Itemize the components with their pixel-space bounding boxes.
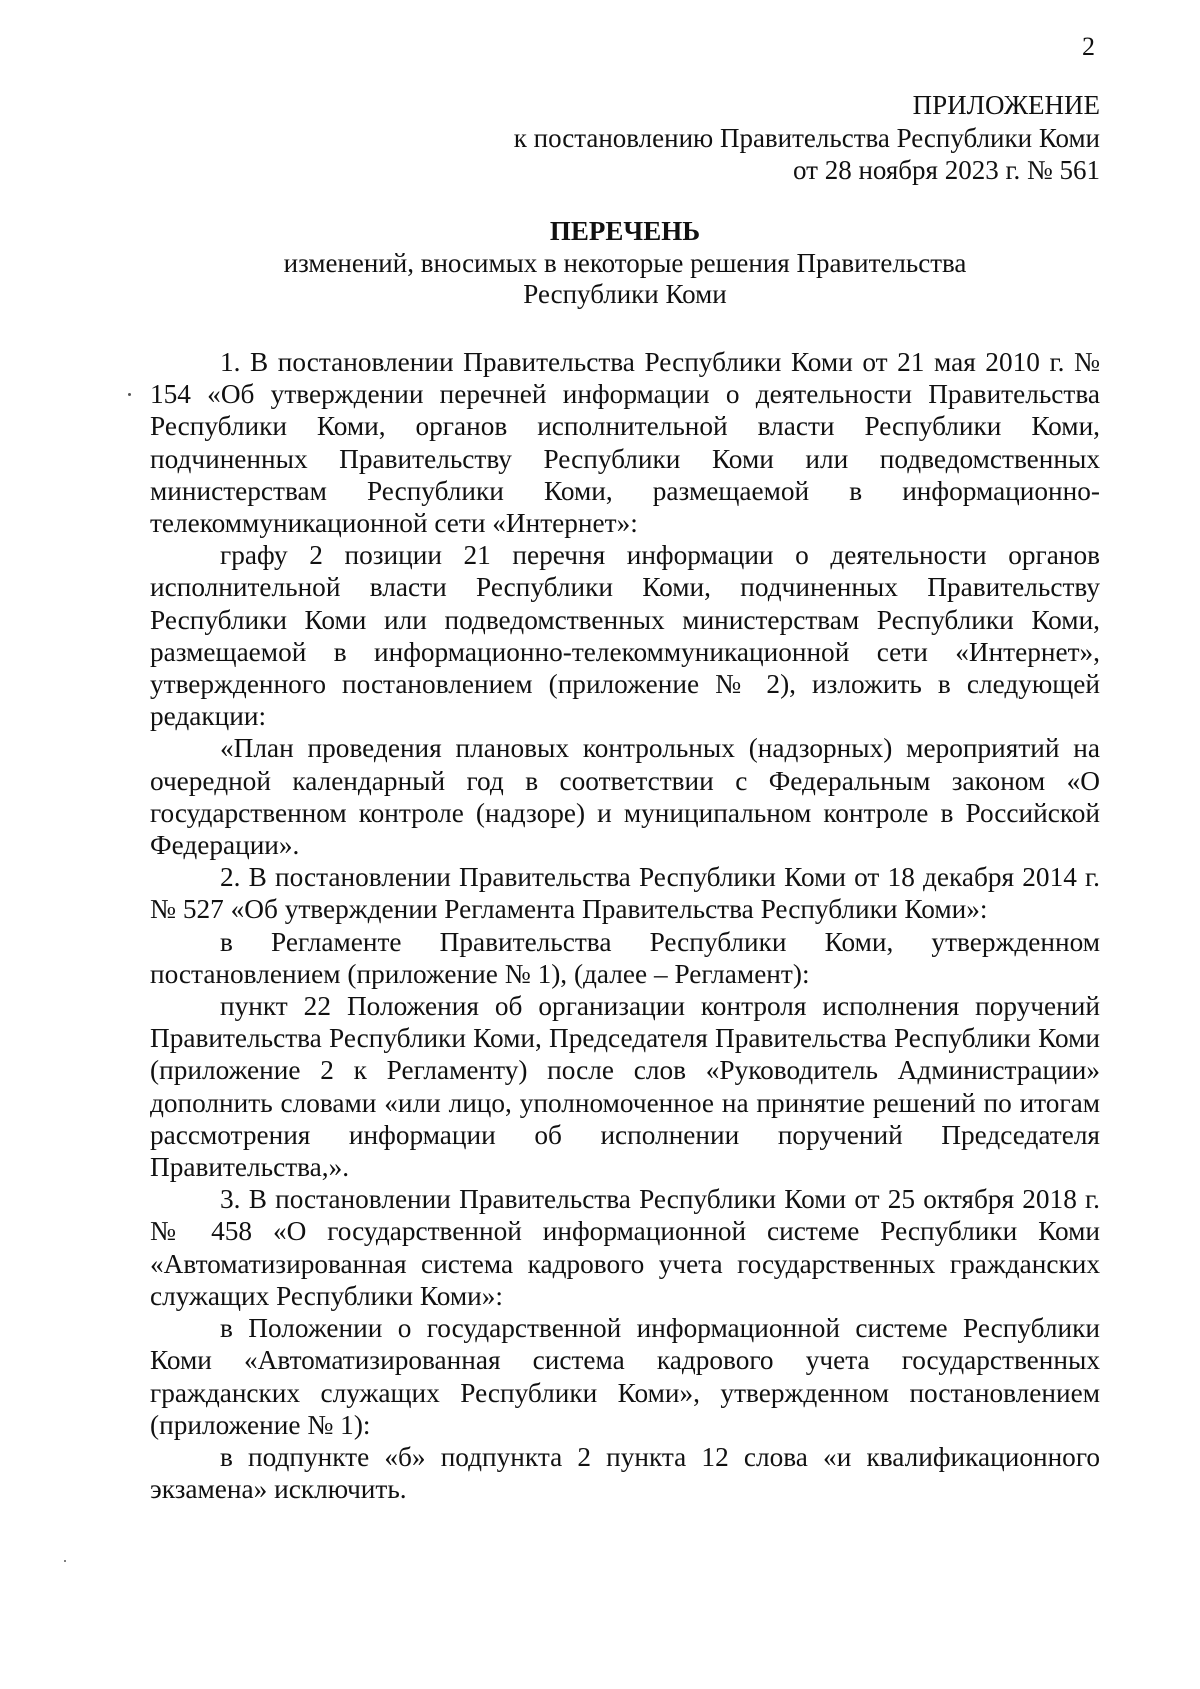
paragraph-2: графу 2 позиции 21 перечня информации о деятельности органов исполнительной власти Республики Коми, подчиненных Правительству Республики Коми или подведомственных министерствам Республики Коми, размещаемой в информационно-телекоммуникационной сети «Интернет», утвержденного постановлением (приложение № 2), изложить в следующей редакции: xyxy=(150,540,1100,732)
document-subtitle-line-2: Республики Коми xyxy=(523,279,727,309)
page-number: 2 xyxy=(1082,32,1095,61)
document-subtitle-line-1: изменений, вносимых в некоторые решения Правительства xyxy=(283,248,967,278)
scan-speck xyxy=(128,393,131,396)
scan-speck xyxy=(64,1560,66,1562)
document-body xyxy=(150,346,1100,1505)
paragraph-3: «План проведения плановых контрольных (надзорных) мероприятий на очередной календарный год в соответствии с Федеральным законом «О государственном контроле (надзоре) и муниципальном контроле в Российской Федерации». xyxy=(150,733,1100,861)
heading-block xyxy=(150,216,1100,310)
appendix-line-1: к постановлению Правительства Республики Коми xyxy=(513,122,1100,153)
paragraph-4: 2. В постановлении Правительства Республики Коми от 18 декабря 2014 г. № 527 «Об утверждении Регламента Правительства Республики Коми»: xyxy=(150,862,1100,925)
paragraph-8: в Положении о государственной информационной системе Республики Коми «Автоматизированная система кадрового учета государственных гражданских служащих Республики Коми», утвержденном постановлением (приложение № 1): xyxy=(150,1313,1100,1440)
appendix-line-2: от 28 ноября 2023 г. № 561 xyxy=(793,155,1100,185)
paragraph-9: в подпункте «б» подпункта 2 пункта 12 слова «и квалификационного экзамена» исключить. xyxy=(150,1441,1100,1505)
paragraph-5: в Регламенте Правительства Республики Коми, утвержденном постановлением (приложение № 1), (далее – Регламент): xyxy=(150,926,1100,989)
document-title: ПЕРЕЧЕНЬ xyxy=(549,216,701,246)
appendix-block xyxy=(400,89,1100,187)
paragraph-1: 1. В постановлении Правительства Республики Коми от 21 мая 2010 г. № 154 «Об утверждении перечней информации о деятельности Правительства Республики Коми, органов исполнительной власти Республики Коми, подчиненных Правительству Республики Коми или подведомственных министерствам Республики Коми, размещаемой в информационно-телекоммуникационной сети «Интернет»: xyxy=(150,347,1100,539)
paragraph-6: пункт 22 Положения об организации контроля исполнения поручений Правительства Республики Коми, Председателя Правительства Республики Коми (приложение 2 к Регламенту) после слов «Руководитель Администрации» дополнить словами «или лицо, уполномоченное на принятие решений по итогам рассмотрения информации об исполнении поручений Председателя Правительства,». xyxy=(150,991,1100,1183)
appendix-title: ПРИЛОЖЕНИЕ xyxy=(912,90,1100,120)
paragraph-7: 3. В постановлении Правительства Республики Коми от 25 октября 2018 г. № 458 «О государственной информационной системе Республики Коми «Автоматизированная система кадрового учета государственных гражданских служащих Республики Коми»: xyxy=(150,1184,1100,1311)
